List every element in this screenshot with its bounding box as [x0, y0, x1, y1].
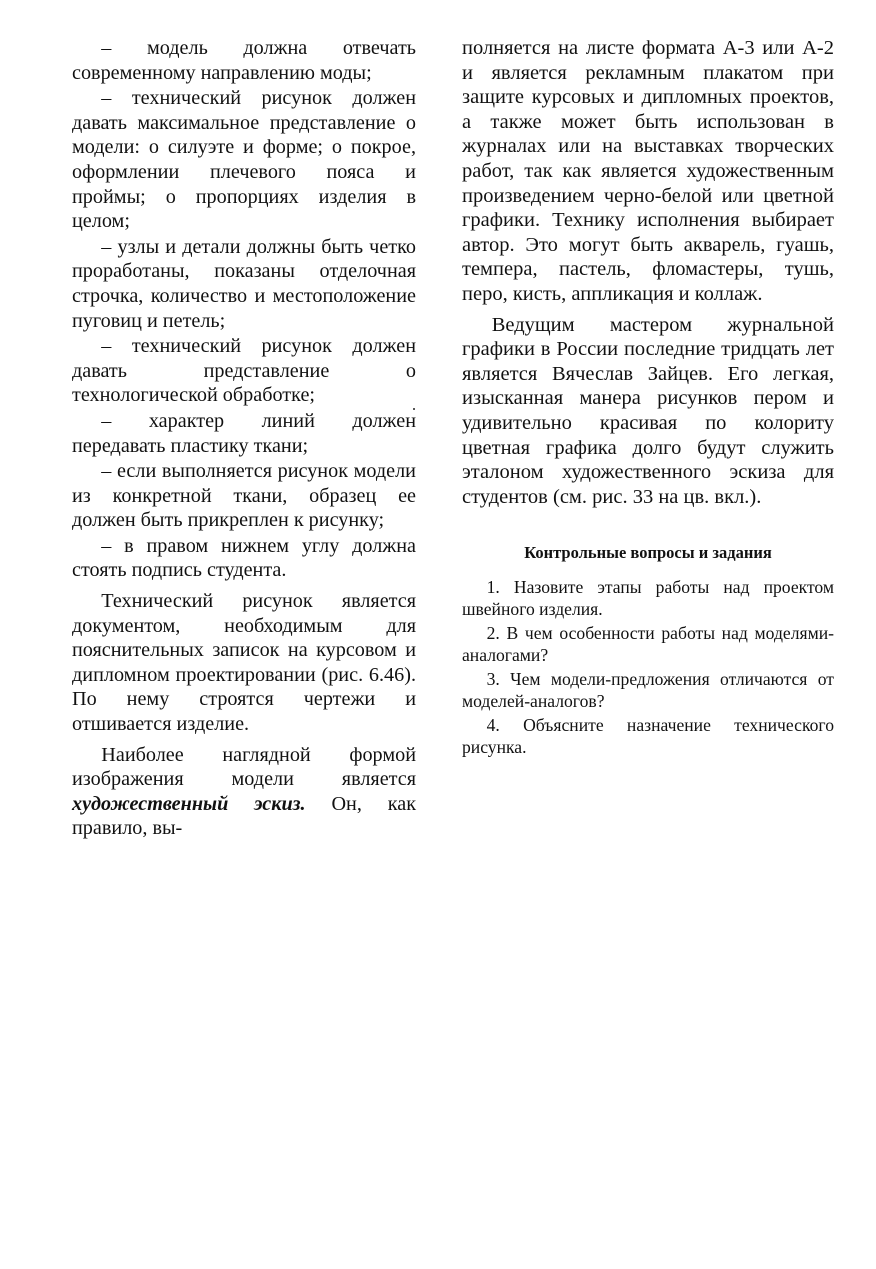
emphasized-term: художественный эскиз.: [72, 792, 306, 815]
requirement-item: – характер линий должен передавать пластику ткани;: [72, 409, 416, 457]
question-item: 4. Объясните назначение технического рисунка.: [462, 715, 834, 757]
requirement-item: – технический рисунок должен давать максимальное представление о модели: о силуэте и форме; о покрое, оформлении плечевого пояса и проймы; о пропорциях изделия в целом;: [72, 87, 416, 233]
print-speck: [413, 408, 415, 410]
requirement-item: – модель должна отвечать современному направлению моды;: [72, 37, 416, 84]
requirement-item: – технический рисунок должен давать представление о технологической обработке;: [72, 335, 416, 407]
question-item: 3. Чем модели-предложения отличаются от моделей-аналогов?: [462, 669, 834, 711]
right-column: [462, 36, 834, 761]
question-item: 1. Назовите этапы работы над проектом швейного изделия.: [462, 577, 834, 619]
body-paragraph: Ведущим мастером журнальной графики в России последние тридцать лет является Вячеслав Зайцев. Его легкая, изысканная манера рисунков пером и удивительно красивая по колориту цветная графика долго будут служить эталоном художественного эскиза для студентов (см. рис. 33 на цв. вкл.).: [462, 313, 834, 508]
body-text: Наиболее наглядной формой изображения модели является: [72, 743, 416, 791]
requirement-item: – если выполняется рисунок модели из конкретной ткани, образец ее должен быть прикреплен к рисунку;: [72, 460, 416, 532]
requirement-item: – узлы и детали должны быть четко проработаны, показаны отделочная строчка, количество и местоположение пуговиц и петель;: [72, 235, 416, 332]
body-paragraph: полняется на листе формата А-3 или А-2 и является рекламным плакатом при защите курсовых и дипломных проектов, а также может быть использован в журналах или на выставках творческих работ, так как является художественным произведением черно-белой или цветной графики. Технику исполнения выбирает автор. Это могут быть акварель, гуашь, темпера, пастель, фломастеры, тушь, перо, кисть, аппликация и коллаж.: [462, 37, 834, 305]
body-paragraph: [72, 743, 416, 841]
body-paragraph: Технический рисунок является документом, необходимым для пояснительных записок на курсовом и дипломном проектировании (рис. 6.46). По нему строятся чертежи и отшивается изделие.: [72, 590, 416, 736]
body-text: Он, как правило, вы-: [72, 792, 417, 840]
left-column: [72, 36, 416, 841]
question-item: 2. В чем особенности работы над моделями-аналогами?: [462, 623, 834, 665]
requirement-item: – в правом нижнем углу должна стоять подпись студента.: [72, 534, 416, 582]
questions-heading: Контрольные вопросы и задания: [524, 543, 772, 563]
